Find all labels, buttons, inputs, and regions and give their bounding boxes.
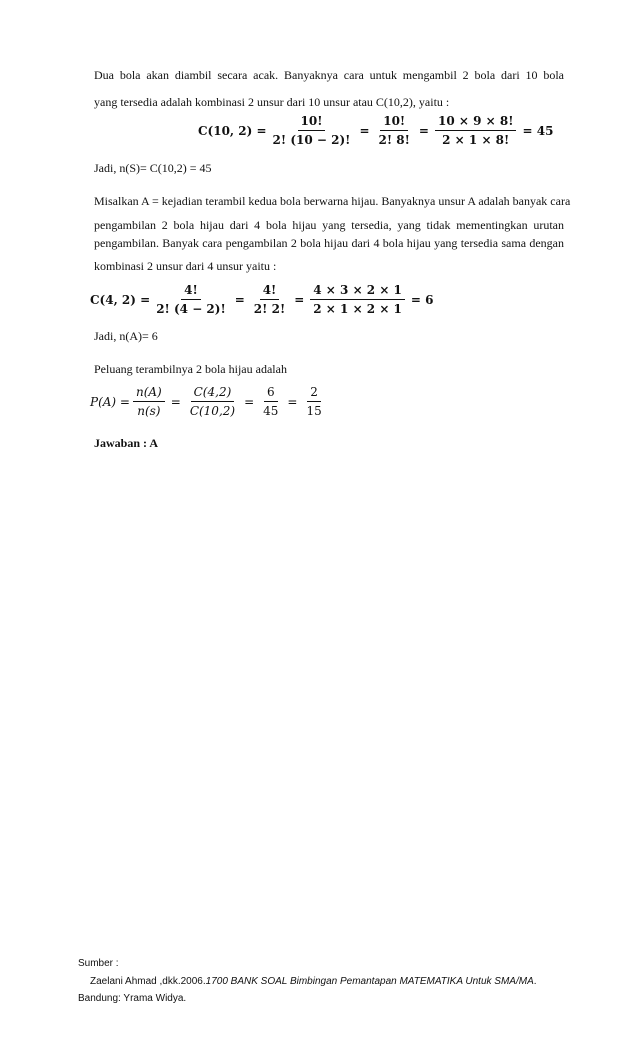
formula1-lhs: C(10, 2) = [198,123,267,138]
source-title: 1700 BANK SOAL Bimbingan Pemantapan MATEMATIKA Untuk SMA/MA [205,976,534,987]
formula3-fraction-2 [187,385,238,418]
formula1-f2-den: 2! 8! [378,133,410,147]
formula2-eq1: = [234,292,245,307]
formula2-f3-den: 2 × 1 × 2 × 1 [313,302,402,316]
event-line-4: kombinasi 2 unsur dari 4 unsur yaitu : [94,259,277,273]
formula3-eq3: = [287,394,298,409]
formula1-fraction-1 [270,114,354,147]
source-author: Zaelani Ahmad ,dkk.2006. [90,976,206,987]
formula3-lhs: P(A) = [90,394,130,409]
formula3-f2-num: C(4,2) [191,385,235,402]
formula3-f4-num: 2 [307,385,321,402]
formula2-result: = 6 [410,292,434,307]
formula2-lhs: C(4, 2) = [90,292,151,307]
probability-intro: Peluang terambilnya 2 bola hijau adalah [94,362,287,376]
conclusion-n-a: Jadi, n(A)= 6 [94,329,158,343]
conclusion-n-s: Jadi, n(S)= C(10,2) = 45 [94,161,212,175]
formula1-f2-num: 10! [380,114,408,131]
formula1-fraction-3 [435,114,517,147]
formula2-f3-num: 4 × 3 × 2 × 1 [310,283,405,300]
formula1-eq1: = [359,123,370,138]
event-line-1: Misalkan A = kejadian terambil kedua bola berwarna hijau. Banyaknya unsur A adalah banyak cara [94,194,571,208]
formula-combination-4-2 [90,283,437,316]
formula2-fraction-2 [251,283,288,316]
answer-line: Jawaban : A [94,436,159,450]
formula1-f1-den: 2! (10 − 2)! [272,133,351,147]
formula3-fraction-3 [260,385,281,418]
event-line-2: pengambilan 2 bola hijau dari 4 bola hijau yang tersedia, yang tidak mementingkan urutan [94,218,564,232]
formula3-fraction-1 [133,385,165,418]
formula1-f3-num: 10 × 9 × 8! [435,114,517,131]
formula3-eq1: = [170,394,181,409]
formula3-f3-den: 45 [263,404,279,418]
formula3-eq2: = [244,394,255,409]
formula3-f1-num: n(A) [133,385,165,402]
source-title-end: . [533,976,537,987]
formula2-eq2: = [294,292,305,307]
formula2-fraction-1 [153,283,229,316]
intro-line-1: Dua bola akan diambil secara acak. Banyaknya cara untuk mengambil 2 bola dari 10 bola [94,68,564,82]
formula3-fraction-4 [303,385,324,418]
intro-line-2: yang tersedia adalah kombinasi 2 unsur dari 10 unsur atau C(10,2), yaitu : [94,95,450,109]
formula1-f1-num: 10! [298,114,326,131]
formula2-f2-den: 2! 2! [253,302,286,316]
formula2-fraction-3 [310,283,405,316]
formula3-f4-den: 15 [306,404,322,418]
source-publisher: Bandung: Yrama Widya. [78,993,187,1004]
formula2-f1-num: 4! [181,283,201,300]
formula1-fraction-2 [376,114,413,147]
formula3-f2-den: C(10,2) [189,404,236,418]
source-label: Sumber : [78,958,119,969]
formula2-f1-den: 2! (4 − 2)! [156,302,226,316]
formula3-f1-den: n(s) [137,404,161,418]
formula1-f3-den: 2 × 1 × 8! [442,133,510,147]
formula2-f2-num: 4! [260,283,280,300]
event-line-3: pengambilan. Banyak cara pengambilan 2 bola hijau dari 4 bola hijau yang tersedia sama dengan [94,236,564,250]
formula3-f3-num: 6 [264,385,278,402]
formula1-result: = 45 [522,123,554,138]
formula-combination-10-2 [198,114,556,147]
formula-probability [90,385,328,418]
formula1-eq2: = [418,123,429,138]
